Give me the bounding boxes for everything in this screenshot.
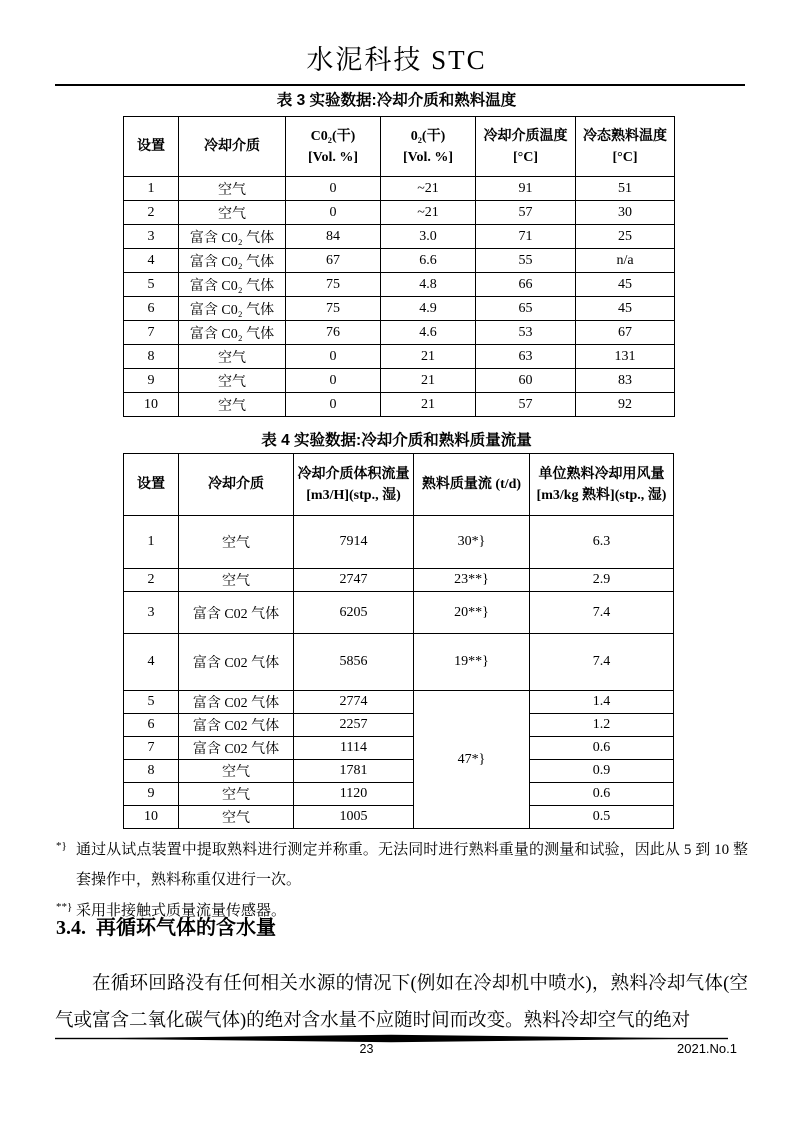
table-cell: 3.0 [381, 225, 476, 249]
table-cell: 富含 C02 气体 [179, 691, 294, 714]
footer-issue-label: 2021.No.1 [677, 1041, 737, 1056]
table-cell: 4.9 [381, 297, 476, 321]
table-cell: 4.8 [381, 273, 476, 297]
table-cell: 空气 [179, 760, 294, 783]
table-row [124, 321, 675, 345]
column-header: 冷却介质 [179, 117, 286, 177]
table-cell: 45 [576, 273, 675, 297]
table-cell: 富含 C02 气体 [179, 714, 294, 737]
table-cell: 4.6 [381, 321, 476, 345]
table-cell: 0 [286, 177, 381, 201]
table-row [124, 806, 674, 829]
table-cell: 65 [476, 297, 576, 321]
table-cell: 5856 [294, 634, 414, 691]
table-cell: 空气 [179, 177, 286, 201]
table-cell: ~21 [381, 201, 476, 225]
table-cell: 20**} [414, 592, 530, 634]
table-cell: 空气 [179, 569, 294, 592]
column-header: 冷却介质 [179, 454, 294, 516]
table-cell: 1120 [294, 783, 414, 806]
column-header: 冷却介质体积流量 [m3/H](stp., 湿) [294, 454, 414, 516]
table-row [124, 393, 675, 417]
table-cell: 55 [476, 249, 576, 273]
table-row [124, 225, 675, 249]
table-cell: 富含 C02 气体 [179, 737, 294, 760]
footnote-2-text: 采用非接触式质量流量传感器。 [76, 903, 287, 919]
table-cell: 0.6 [530, 737, 674, 760]
table-cell: 67 [286, 249, 381, 273]
table-row [124, 345, 675, 369]
table-cell: 3 [124, 592, 179, 634]
table-cell: 4 [124, 249, 179, 273]
table-cell: 8 [124, 345, 179, 369]
table-cell: 10 [124, 393, 179, 417]
table-cell: 0.6 [530, 783, 674, 806]
table-cell: 63 [476, 345, 576, 369]
table-cell: 7 [124, 737, 179, 760]
table-cell: 1.4 [530, 691, 674, 714]
table-cell: 0 [286, 345, 381, 369]
table-cell: 21 [381, 345, 476, 369]
table-cell: 空气 [179, 806, 294, 829]
table-row [124, 783, 674, 806]
header-rule [55, 84, 745, 86]
table-cell: 7.4 [530, 634, 674, 691]
table-cell: n/a [576, 249, 675, 273]
table-cell: 0 [286, 201, 381, 225]
table-cell: 5 [124, 273, 179, 297]
table-row [124, 201, 675, 225]
table4-caption: 表 4 实验数据:冷却介质和熟料质量流量 [261, 432, 532, 449]
table-cell: 30*} [414, 516, 530, 569]
table4-experimental-mass-flows [123, 453, 674, 829]
table-cell: 0.5 [530, 806, 674, 829]
table-row [124, 714, 674, 737]
table-cell: ~21 [381, 177, 476, 201]
table-cell: 6 [124, 297, 179, 321]
table-cell: 空气 [179, 393, 286, 417]
table-cell: 23**} [414, 569, 530, 592]
table-cell: 30 [576, 201, 675, 225]
table-cell: 1 [124, 516, 179, 569]
section-heading [56, 911, 276, 940]
table-cell: 2774 [294, 691, 414, 714]
table-cell: 67 [576, 321, 675, 345]
table-cell: 131 [576, 345, 675, 369]
table-cell: 8 [124, 760, 179, 783]
table-row [124, 177, 675, 201]
table-row [124, 516, 674, 569]
table-cell: 富含 C0₂ 气体 [179, 297, 286, 321]
table-row [124, 273, 675, 297]
table-cell: 57 [476, 393, 576, 417]
table-cell: 1 [124, 177, 179, 201]
footnote-1 [56, 835, 748, 895]
table-cell: 7914 [294, 516, 414, 569]
column-header: C0₂(干) [Vol. %] [286, 117, 381, 177]
table-cell: 富含 C0₂ 气体 [179, 321, 286, 345]
footnote-1-marker: *} [56, 840, 67, 852]
table-cell: 21 [381, 393, 476, 417]
table-cell: 6 [124, 714, 179, 737]
table-cell: 5 [124, 691, 179, 714]
table-row [124, 691, 674, 714]
table-cell: 2747 [294, 569, 414, 592]
table-row [124, 737, 674, 760]
table-cell: 57 [476, 201, 576, 225]
table-cell: 53 [476, 321, 576, 345]
table-cell: 66 [476, 273, 576, 297]
table-cell: 1.2 [530, 714, 674, 737]
table-cell: 空气 [179, 201, 286, 225]
table-cell: 富含 C0₂ 气体 [179, 249, 286, 273]
table-cell: 3 [124, 225, 179, 249]
body-paragraph: 在循环回路没有任何相关水源的情况下(例如在冷却机中喷水)，熟料冷却气体(空气或富含二氧化碳气体)的绝对含水量不应随时间而改变。熟料冷却空气的绝对 [55, 973, 748, 1031]
table-cell: 富含 C02 气体 [179, 592, 294, 634]
table-row [124, 592, 674, 634]
table-cell: 0.9 [530, 760, 674, 783]
journal-title: 水泥科技 STC [306, 45, 487, 75]
table-cell: 25 [576, 225, 675, 249]
table4-header-row [124, 454, 674, 516]
table-cell: 1005 [294, 806, 414, 829]
table-cell: 2.9 [530, 569, 674, 592]
table-cell: 富含 C0₂ 气体 [179, 273, 286, 297]
footnote-2-marker: **} [56, 901, 73, 913]
table-cell: 1781 [294, 760, 414, 783]
column-header: 设置 [124, 454, 179, 516]
table-cell: 83 [576, 369, 675, 393]
table-cell: 7 [124, 321, 179, 345]
section-title: 再循环气体的含水量 [96, 917, 276, 939]
table-cell: 富含 C0₂ 气体 [179, 225, 286, 249]
table-cell: 9 [124, 783, 179, 806]
section-number: 3.4. [56, 917, 86, 939]
table-cell: 51 [576, 177, 675, 201]
table-cell: 75 [286, 297, 381, 321]
table-cell: 2257 [294, 714, 414, 737]
table-row [124, 760, 674, 783]
table-row [124, 569, 674, 592]
table-row [124, 369, 675, 393]
table3-caption: 表 3 实验数据:冷却介质和熟料温度 [276, 92, 517, 109]
table-cell: 71 [476, 225, 576, 249]
column-header: 设置 [124, 117, 179, 177]
table-cell: 45 [576, 297, 675, 321]
column-header: 冷却介质温度 [°C] [476, 117, 576, 177]
table-cell: 19**} [414, 634, 530, 691]
table3-header-row [124, 117, 675, 177]
table-cell: 10 [124, 806, 179, 829]
table-cell: 75 [286, 273, 381, 297]
table-cell: 空气 [179, 345, 286, 369]
table-cell: 7.4 [530, 592, 674, 634]
table-cell: 91 [476, 177, 576, 201]
table-cell: 21 [381, 369, 476, 393]
column-header: 冷态熟料温度 [°C] [576, 117, 675, 177]
table-row [124, 297, 675, 321]
table-cell: 1114 [294, 737, 414, 760]
table-cell: 6.6 [381, 249, 476, 273]
table-cell: 富含 C02 气体 [179, 634, 294, 691]
footnote-1-text: 通过从试点装置中提取熟料进行测定并称重。无法同时进行熟料重量的测量和试验，因此从 5 到 10 整套操作中，熟料称重仅进行一次。 [76, 842, 748, 888]
table-cell: 9 [124, 369, 179, 393]
column-header: 0₂(干) [Vol. %] [381, 117, 476, 177]
table-cell: 空气 [179, 369, 286, 393]
table-cell: 2 [124, 201, 179, 225]
table-row [124, 634, 674, 691]
table-cell: 空气 [179, 783, 294, 806]
table-cell: 92 [576, 393, 675, 417]
table3-experimental-temperatures [123, 116, 675, 417]
footer-page-number: 23 [359, 1042, 374, 1056]
table-cell: 2 [124, 569, 179, 592]
table-cell: 0 [286, 369, 381, 393]
table-cell: 60 [476, 369, 576, 393]
table-row [124, 249, 675, 273]
table-cell: 0 [286, 393, 381, 417]
table-cell: 76 [286, 321, 381, 345]
table-cell: 4 [124, 634, 179, 691]
column-header: 单位熟料冷却用风量 [m3/kg 熟料](stp., 湿) [530, 454, 674, 516]
table-cell: 6.3 [530, 516, 674, 569]
table-cell: 6205 [294, 592, 414, 634]
table-cell: 空气 [179, 516, 294, 569]
column-header: 熟料质量流 (t/d) [414, 454, 530, 516]
table-cell: 84 [286, 225, 381, 249]
table-cell: 47*} [414, 691, 530, 829]
